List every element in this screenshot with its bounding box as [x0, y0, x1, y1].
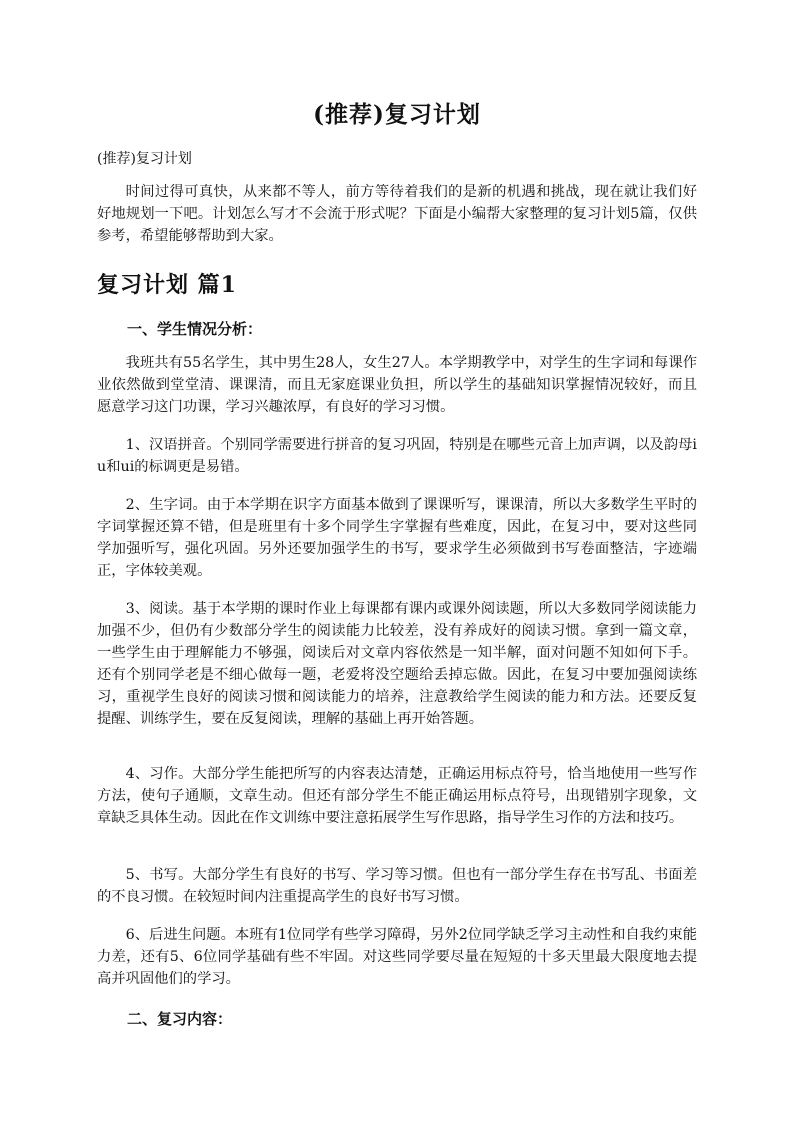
- paragraph-struggling-students: 6、后进生问题。本班有1位同学有些学习障碍，另外2位同学缺乏学习主动性和自我约束能力差，还有5、6位同学基础有些不牢固。对这些同学要尽量在短短的十多天里最大限度地去提高并巩固他们的学习。: [97, 927, 697, 987]
- sub-heading-review-content: 二、复习内容：: [127, 1010, 233, 1028]
- document-title: (推荐)复习计划: [313, 101, 481, 128]
- paragraph-pinyin: 1、汉语拼音。个别同学需要进行拼音的复习巩固，特别是在哪些元音上加声调，以及韵母iu和ui的标调更是易错。: [97, 437, 697, 475]
- sub-heading-student-analysis: 一、学生情况分析：: [127, 320, 263, 338]
- paragraph-vocabulary: 2、生字词。由于本学期在识字方面基本做到了课课听写，课课清，所以大多数学生平时的字词掌握还算不错，但是班里有十多个同学生字掌握有些难度，因此，在复习中，要对这些同学加强听写，强化巩固。另外还要加强学生的书写，要求学生必须做到书写卷面整洁，字迹端正，字体较美观。: [97, 497, 697, 579]
- document-subtitle: (推荐)复习计划: [97, 151, 192, 167]
- intro-paragraph: 时间过得可真快，从来都不等人，前方等待着我们的是新的机遇和挑战，现在就让我们好好地规划一下吧。计划怎么写才不会流于形式呢？下面是小编帮大家整理的复习计划5篇，仅供参考，希望能够帮助到大家。: [97, 184, 697, 244]
- paragraph-writing: 4、习作。大部分学生能把所写的内容表达清楚，正确运用标点符号，恰当地使用一些写作方法，使句子通顺，文章生动。但还有部分学生不能正确运用标点符号，出现错别字现象，文章缺乏具体生动。因此在作文训练中要注意拓展学生写作思路，指导学生习作的方法和技巧。: [97, 766, 697, 826]
- paragraph-handwriting: 5、书写。大部分学生有良好的书写、学习等习惯。但也有一部分学生存在书写乱、书面差的不良习惯。在较短时间内注重提高学生的良好书写习惯。: [97, 867, 697, 905]
- paragraph-class-overview: 我班共有55名学生，其中男生28人，女生27人。本学期教学中，对学生的生字词和每课作业依然做到堂堂清、课课清，而且无家庭课业负担，所以学生的基础知识掌握情况较好，而且愿意学习这门功课，学习兴趣浓厚，有良好的学习习惯。: [97, 355, 697, 415]
- paragraph-reading: 3、阅读。基于本学期的课时作业上每课都有课内或课外阅读题，所以大多数同学阅读能力加强不少，但仍有少数部分学生的阅读能力比较差，没有养成好的阅读习惯。拿到一篇文章，一些学生由于理解能力不够强，阅读后对文章内容依然是一知半解，面对问题不知如何下手。还有个别同学老是不细心做每一题，老爱将没空题给丢掉忘做。因此，在复习中要加强阅读练习，重视学生良好的阅读习惯和阅读能力的培养，注意教给学生阅读的能力和方法。还要反复提醒、训练学生，要在反复阅读，理解的基础上再开始答题。: [97, 601, 697, 727]
- section-heading: 复习计划 篇1: [97, 272, 237, 298]
